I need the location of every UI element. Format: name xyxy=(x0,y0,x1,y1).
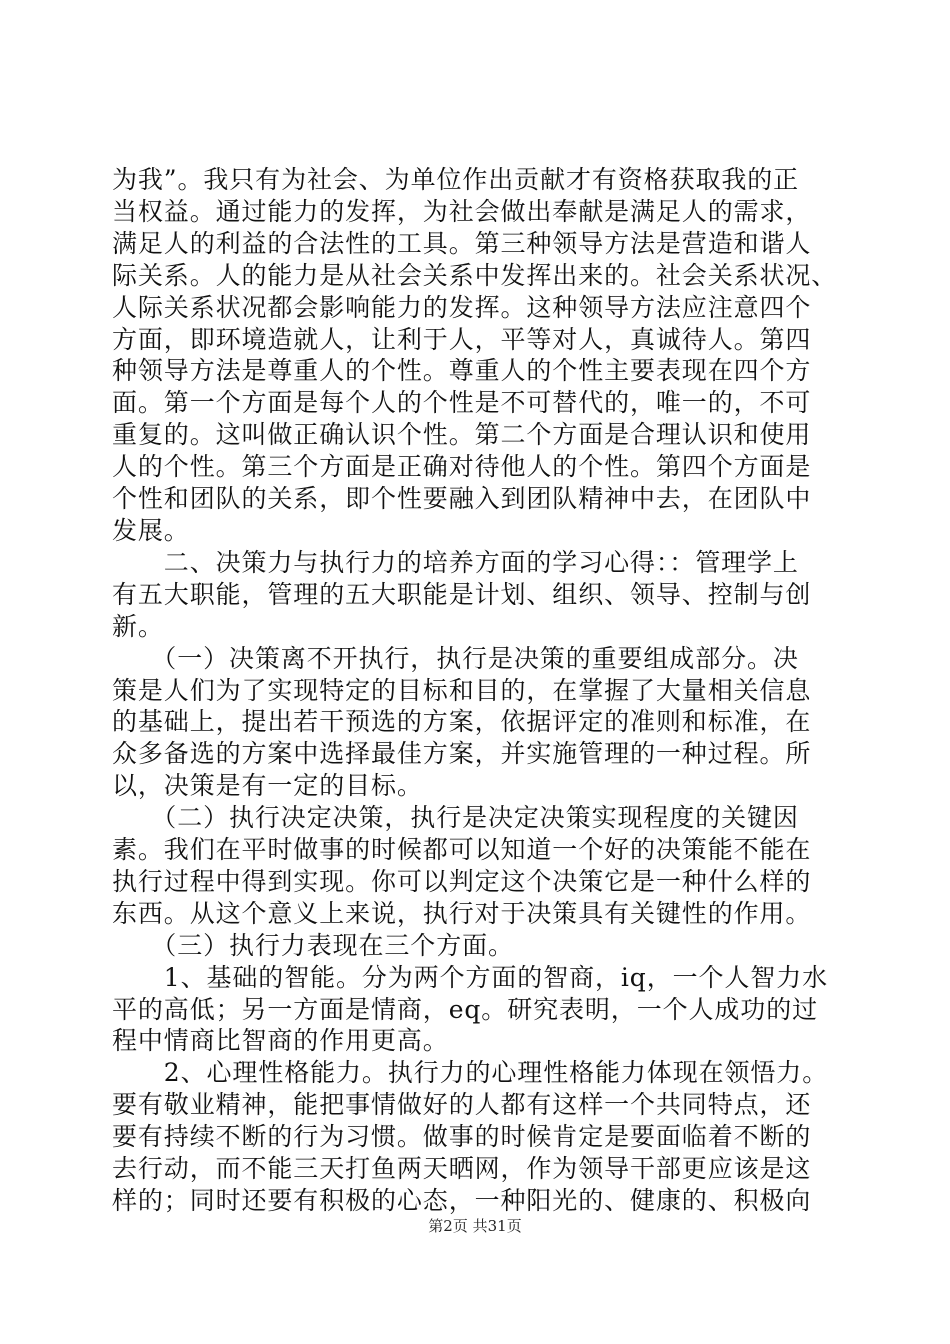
text-line: （二）执行决定决策，执行是决定决策实现程度的关键因 xyxy=(112,803,799,833)
text-line: 执行过程中得到实现。你可以判定这个决策它是一种什么样的 xyxy=(112,866,812,896)
text-line: 东西。从这个意义上来说，执行对于决策具有关键性的作用。 xyxy=(112,898,812,928)
text-line: 程中情商比智商的作用更高。 xyxy=(112,1026,449,1056)
text-line: 重复的。这叫做正确认识个性。第二个方面是合理认识和使用 xyxy=(112,420,812,450)
text-line: 要有持续不断的行为习惯。做事的时候肯定是要面临着不断的 xyxy=(112,1122,812,1152)
text-line: 素。我们在平时做事的时候都可以知道一个好的决策能不能在 xyxy=(112,835,812,865)
text-line: 满足人的利益的合法性的工具。第三种领导方法是营造和谐人 xyxy=(112,228,812,258)
text-line: 种领导方法是尊重人的个性。尊重人的个性主要表现在四个方 xyxy=(112,356,812,386)
text-line: 为我”。我只有为社会、为单位作出贡献才有资格获取我的正 xyxy=(112,165,800,194)
document-body xyxy=(112,164,838,1217)
text-line: 新。 xyxy=(112,611,164,641)
text-line: 策是人们为了实现特定的目标和目的，在掌握了大量相关信息 xyxy=(112,675,812,705)
text-line: 1、基础的智能。分为两个方面的智商，iq，一个人智力水 xyxy=(112,962,829,992)
text-line: 二、决策力与执行力的培养方面的学习心得：：管理学上 xyxy=(112,547,799,577)
page-footer: 第2页 共31页 xyxy=(428,1217,522,1235)
text-line: 方面，即环境造就人，让利于人，平等对人，真诚待人。第四 xyxy=(112,324,812,354)
text-line: 样的；同时还要有积极的心态，一种阳光的、健康的、积极向 xyxy=(112,1186,812,1215)
text-line: 面。第一个方面是每个人的个性是不可替代的，唯一的，不可 xyxy=(112,388,812,418)
text-line: 有五大职能，管理的五大职能是计划、组织、领导、控制与创 xyxy=(112,579,812,609)
text-line: 发展。 xyxy=(112,515,190,545)
text-line: （一）决策离不开执行，执行是决策的重要组成部分。决 xyxy=(112,643,799,673)
text-line: 去行动，而不能三天打鱼两天晒网，作为领导干部更应该是这 xyxy=(112,1154,812,1184)
text-line: 个性和团队的关系，即个性要融入到团队精神中去，在团队中 xyxy=(112,484,812,514)
text-line: 众多备选的方案中选择最佳方案，并实施管理的一种过程。所 xyxy=(112,739,812,769)
text-line: 际关系。人的能力是从社会关系中发挥出来的。社会关系状况、 xyxy=(112,260,838,290)
text-line: 人的个性。第三个方面是正确对待他人的个性。第四个方面是 xyxy=(112,452,812,482)
text-line: 以，决策是有一定的目标。 xyxy=(112,771,423,801)
text-line: 当权益。通过能力的发挥，为社会做出奉献是满足人的需求， xyxy=(112,196,812,226)
text-line: 人际关系状况都会影响能力的发挥。这种领导方法应注意四个 xyxy=(112,292,812,322)
text-line: 要有敬业精神，能把事情做好的人都有这样一个共同特点，还 xyxy=(112,1090,812,1120)
text-line: 2、心理性格能力。执行力的心理性格能力体现在领悟力。 xyxy=(112,1058,829,1088)
text-line: 的基础上，提出若干预选的方案，依据评定的准则和标准，在 xyxy=(112,707,812,737)
text-line: （三）执行力表现在三个方面。 xyxy=(112,930,514,960)
text-line: 平的高低；另一方面是情商，eq。研究表明，一个人成功的过 xyxy=(112,994,819,1024)
